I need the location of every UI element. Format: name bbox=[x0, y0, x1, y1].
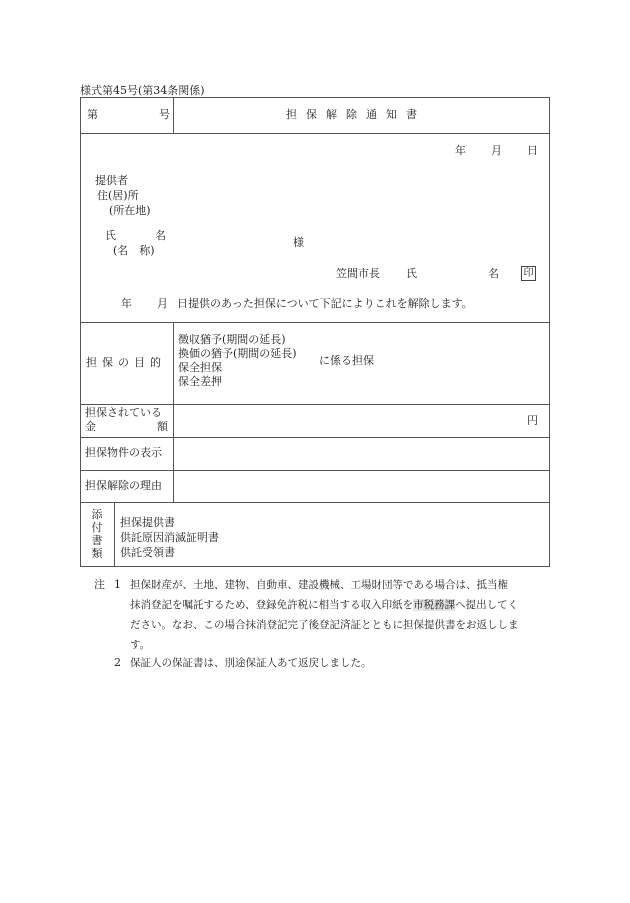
issuer-name-first: 氏 bbox=[406, 267, 417, 280]
statement-month: 月 bbox=[157, 297, 168, 310]
address-sub-label: (所在地) bbox=[109, 204, 151, 217]
row-divider bbox=[81, 470, 549, 471]
provider-heading: 提供者 bbox=[95, 174, 128, 187]
column-divider bbox=[114, 502, 115, 566]
row-divider bbox=[81, 133, 549, 134]
honorific-sama: 様 bbox=[293, 236, 304, 249]
form-number-label: 様式第45号(第34条関係) bbox=[80, 84, 205, 97]
note-2-number: 2 bbox=[114, 656, 121, 669]
notes-heading: 注 bbox=[94, 578, 105, 591]
seal-box: 印 bbox=[521, 266, 536, 281]
property-label: 担保物件の表示 bbox=[85, 446, 162, 459]
purpose-option: 保全差押 bbox=[178, 375, 222, 388]
attachments-label-char: 添 bbox=[91, 508, 103, 521]
column-divider bbox=[173, 98, 174, 133]
reason-label: 担保解除の理由 bbox=[85, 479, 162, 492]
date-day: 日 bbox=[527, 144, 538, 157]
note-1-text-b: へ提出してく bbox=[455, 599, 519, 611]
purpose-label: 担保の目的 bbox=[86, 356, 166, 369]
note-1-line bbox=[130, 598, 518, 612]
note-1-line: 担保財産が、土地、建物、自動車、建設機械、工場財団等である場合は、抵当権 bbox=[130, 579, 508, 591]
row-divider bbox=[81, 437, 549, 438]
notice-form-table bbox=[80, 97, 550, 567]
row-divider bbox=[81, 404, 549, 405]
issuer-title: 笠間市長 bbox=[336, 267, 380, 280]
amount-unit: 円 bbox=[527, 414, 538, 427]
amount-label-char: 額 bbox=[157, 420, 168, 433]
name-sub-label: (名 称) bbox=[113, 244, 155, 257]
issuer-name-second: 名 bbox=[488, 267, 499, 280]
attachment-item: 供託原因消滅証明書 bbox=[120, 531, 219, 544]
attachments-label-char: 書 bbox=[91, 534, 103, 547]
name-label-second: 名 bbox=[155, 229, 166, 242]
number-suffix: 号 bbox=[159, 108, 170, 121]
row-divider bbox=[81, 502, 549, 503]
date-year: 年 bbox=[455, 144, 466, 157]
column-divider bbox=[173, 322, 174, 502]
attachments-label-char: 付 bbox=[91, 521, 103, 534]
note-2-text: 保証人の保証書は、別途保証人あて返戻しました。 bbox=[130, 657, 372, 669]
statement-year: 年 bbox=[121, 297, 132, 310]
address-label: 住(居)所 bbox=[97, 189, 139, 202]
amount-label-line1: 担保されている bbox=[85, 406, 162, 419]
attachments-label bbox=[90, 508, 104, 560]
purpose-option: 換価の猶予(期間の延長) bbox=[178, 347, 297, 360]
note-1-line: ださい。なお、この場合抹消登記完了後登記済証とともに担保提供書をお返ししま bbox=[130, 619, 519, 631]
tax-office-highlight: 市税務課 bbox=[413, 599, 456, 611]
purpose-option: 保全担保 bbox=[178, 361, 222, 374]
purpose-suffix: に係る担保 bbox=[319, 354, 374, 367]
number-prefix: 第 bbox=[87, 108, 98, 121]
attachment-item: 担保提供書 bbox=[120, 516, 175, 529]
purpose-option: 徴収猶予(期間の延長) bbox=[178, 333, 286, 346]
row-divider bbox=[81, 322, 549, 323]
release-statement: 日提供のあった担保について下記によりこれを解除します。 bbox=[177, 297, 473, 310]
note-1-text-a: 抹消登記を嘱託するため、登録免許税に相当する収入印紙を bbox=[130, 599, 414, 611]
note-1-number: 1 bbox=[114, 578, 121, 591]
note-1-line: す。 bbox=[130, 639, 151, 651]
date-month: 月 bbox=[491, 144, 502, 157]
attachments-label-char: 類 bbox=[91, 547, 103, 560]
attachment-item: 供託受領書 bbox=[120, 546, 175, 559]
name-label-first: 氏 bbox=[105, 229, 116, 242]
amount-label-char: 金 bbox=[85, 420, 96, 433]
document-title: 担保解除通知書 bbox=[286, 108, 426, 121]
